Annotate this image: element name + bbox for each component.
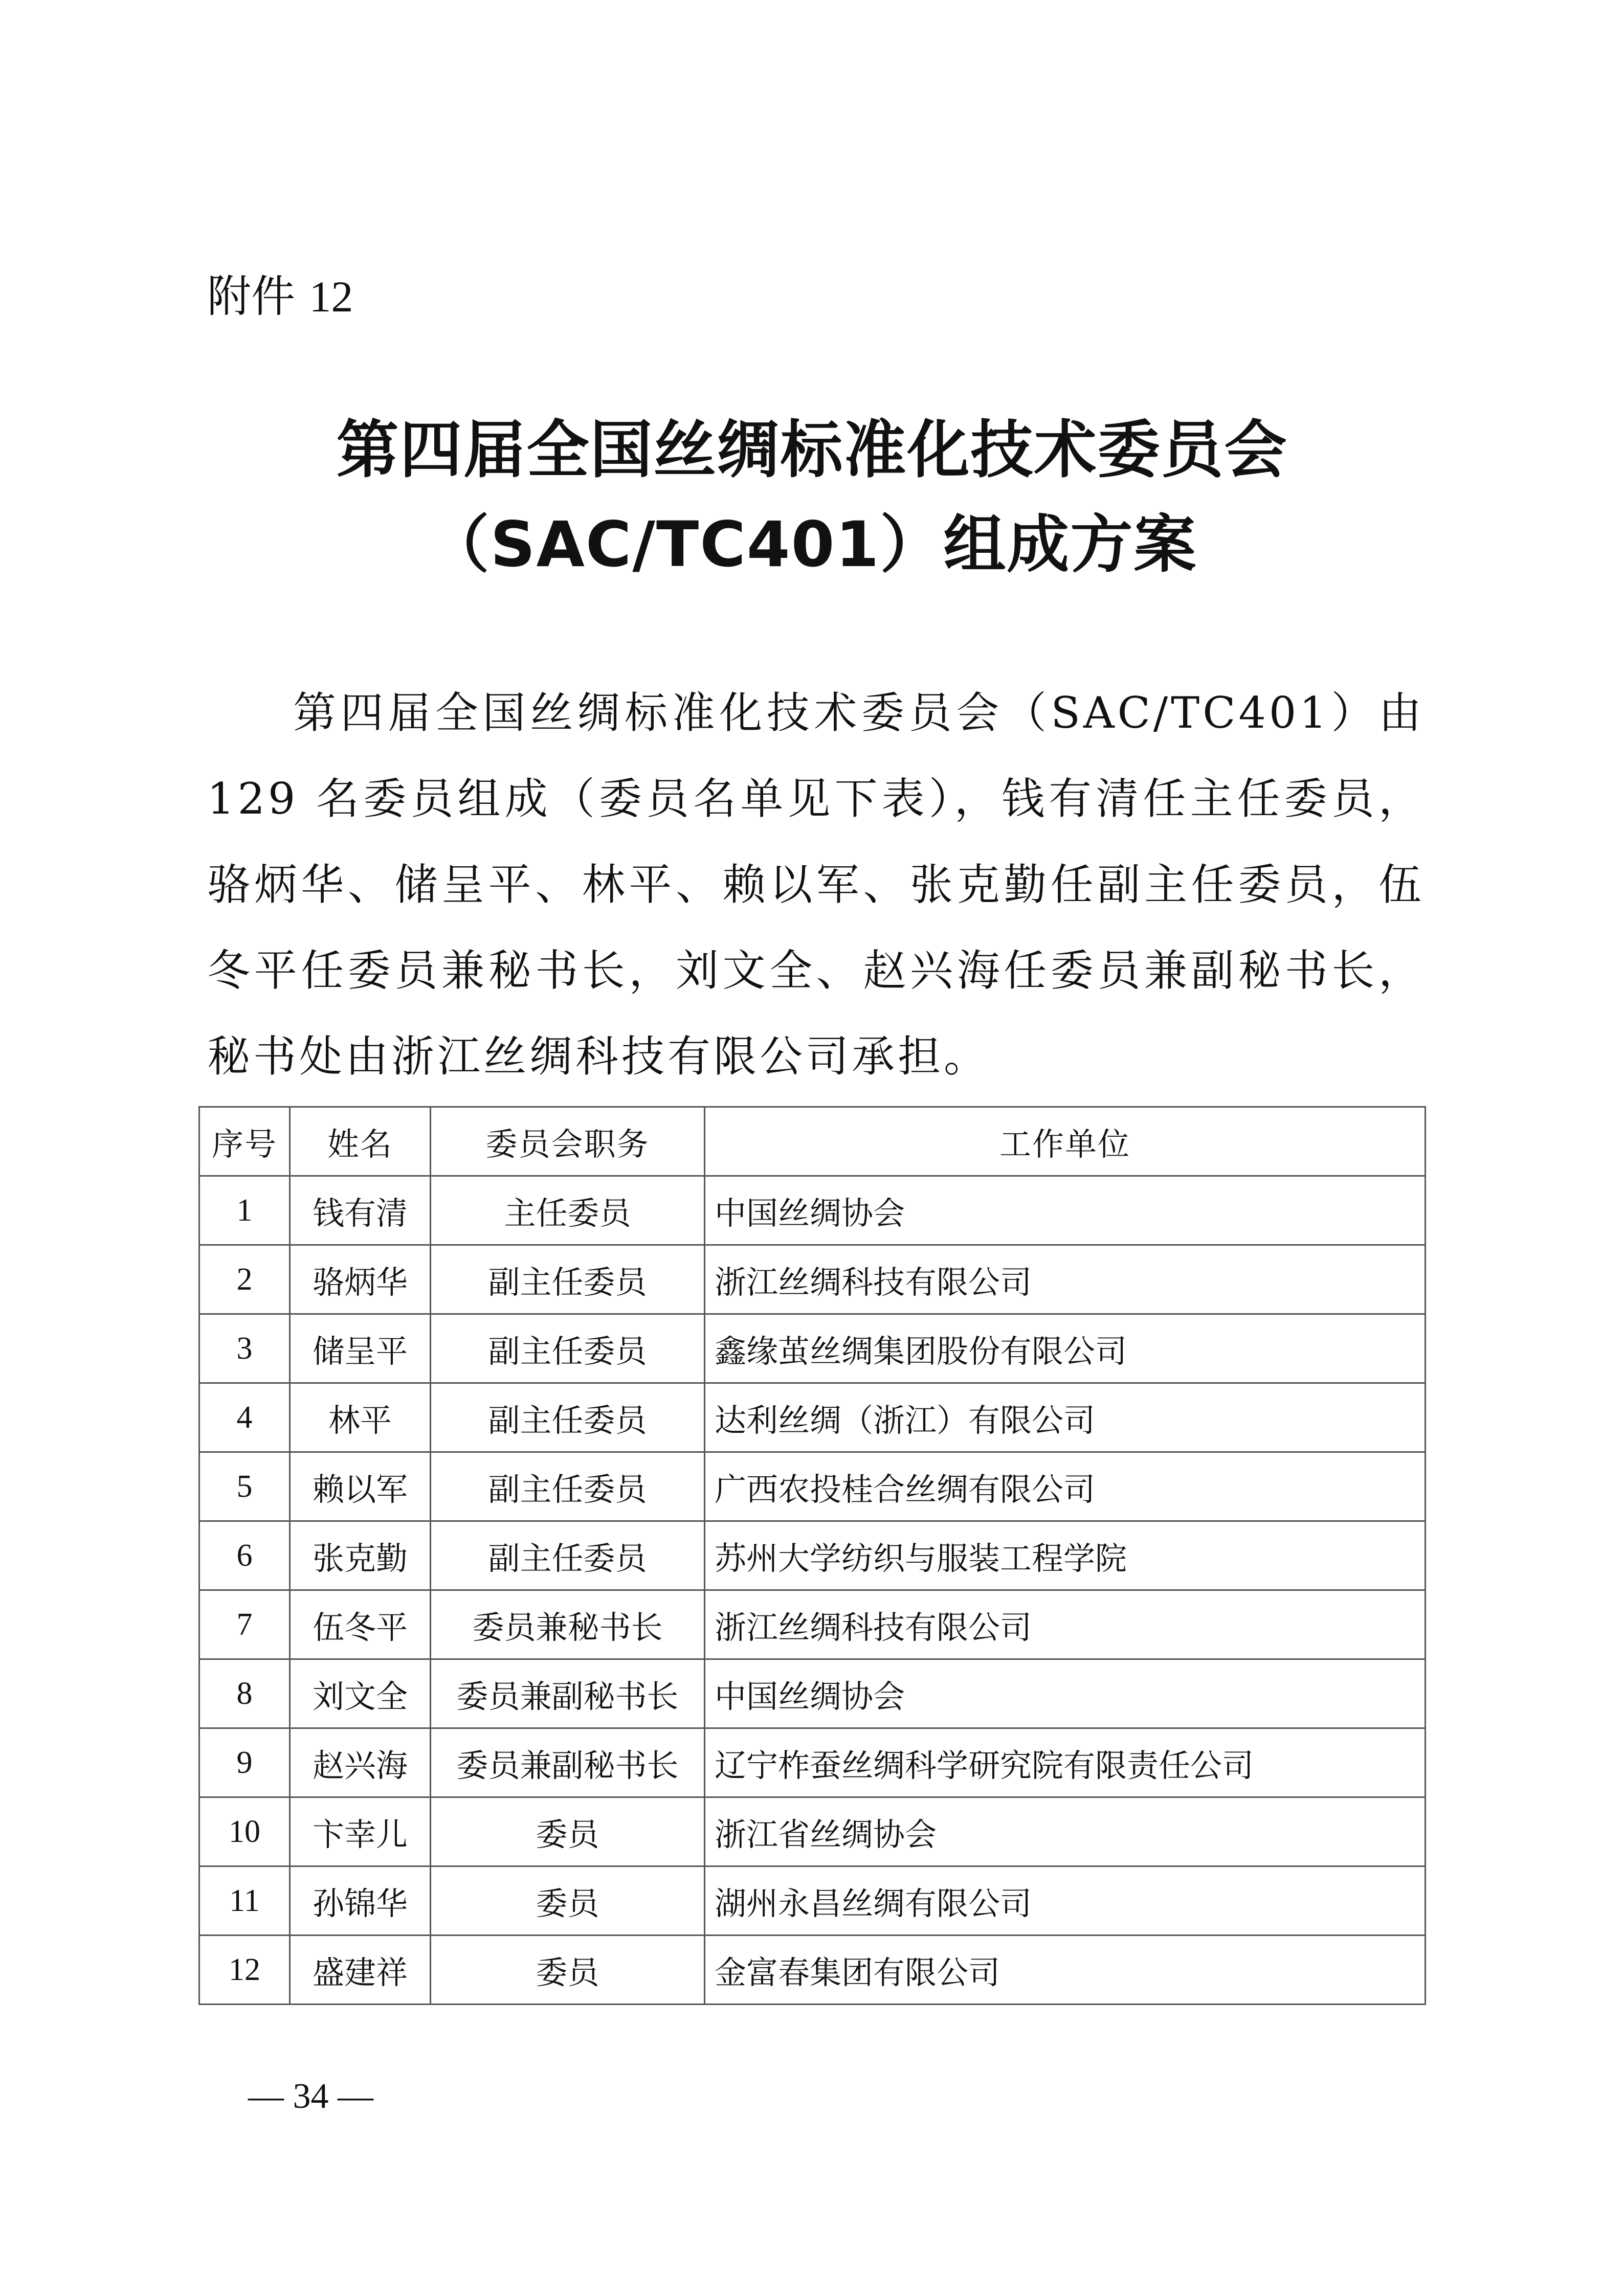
cell-no: 11 xyxy=(199,1866,290,1935)
attachment-label xyxy=(207,266,353,327)
table-row xyxy=(199,1590,1426,1659)
header-role: 委员会职务 xyxy=(431,1107,705,1176)
attachment-word: 附件 xyxy=(207,271,295,322)
cell-unit: 中国丝绸协会 xyxy=(705,1176,1426,1245)
attachment-number: 12 xyxy=(309,272,353,321)
cell-no: 7 xyxy=(199,1590,290,1659)
cell-unit: 苏州大学纺织与服装工程学院 xyxy=(705,1521,1426,1590)
cell-no: 9 xyxy=(199,1728,290,1797)
cell-role: 委员 xyxy=(431,1797,705,1866)
cell-name: 骆炳华 xyxy=(290,1245,431,1314)
table-row xyxy=(199,1728,1426,1797)
cell-name: 钱有清 xyxy=(290,1176,431,1245)
members-table xyxy=(198,1106,1426,2005)
cell-name: 张克勤 xyxy=(290,1521,431,1590)
cell-role: 主任委员 xyxy=(431,1176,705,1245)
cell-no: 6 xyxy=(199,1521,290,1590)
cell-role: 副主任委员 xyxy=(431,1452,705,1521)
table-row xyxy=(199,1383,1426,1452)
header-no: 序号 xyxy=(199,1107,290,1176)
cell-role: 委员 xyxy=(431,1866,705,1935)
cell-no: 8 xyxy=(199,1659,290,1728)
cell-unit: 辽宁柞蚕丝绸科学研究院有限责任公司 xyxy=(705,1728,1426,1797)
table-row xyxy=(199,1452,1426,1521)
cell-no: 1 xyxy=(199,1176,290,1245)
cell-role: 委员兼副秘书长 xyxy=(431,1659,705,1728)
cell-unit: 中国丝绸协会 xyxy=(705,1659,1426,1728)
table-row xyxy=(199,1314,1426,1383)
table-row xyxy=(199,1659,1426,1728)
cell-name: 赖以军 xyxy=(290,1452,431,1521)
cell-role: 副主任委员 xyxy=(431,1245,705,1314)
cell-unit: 浙江丝绸科技有限公司 xyxy=(705,1590,1426,1659)
table-row xyxy=(199,1245,1426,1314)
intro-paragraph: 第四届全国丝绸标准化技术委员会（SAC/TC401）由 129 名委员组成（委员名单见下表），钱有清任主任委员，骆炳华、储呈平、林平、赖以军、张克勤任副主任委员，伍冬平任委员兼秘书长，刘文全、赵兴海任委员兼副秘书长，秘书处由浙江丝绸科技有限公司承担。 xyxy=(207,688,1425,1082)
table-row xyxy=(199,1935,1426,2005)
header-unit: 工作单位 xyxy=(705,1107,1426,1176)
cell-unit: 达利丝绸（浙江）有限公司 xyxy=(705,1383,1426,1452)
document-title-line2: （SAC/TC401）组成方案 xyxy=(427,508,1197,581)
cell-no: 3 xyxy=(199,1314,290,1383)
cell-no: 10 xyxy=(199,1797,290,1866)
page-number: — 34 — xyxy=(248,2077,373,2116)
cell-role: 副主任委员 xyxy=(431,1521,705,1590)
cell-name: 林平 xyxy=(290,1383,431,1452)
table-row xyxy=(199,1521,1426,1590)
cell-no: 4 xyxy=(199,1383,290,1452)
cell-name: 伍冬平 xyxy=(290,1590,431,1659)
table-row xyxy=(199,1866,1426,1935)
cell-role: 委员 xyxy=(431,1935,705,2005)
cell-name: 盛建祥 xyxy=(290,1935,431,2005)
cell-unit: 鑫缘茧丝绸集团股份有限公司 xyxy=(705,1314,1426,1383)
cell-unit: 湖州永昌丝绸有限公司 xyxy=(705,1866,1426,1935)
cell-no: 12 xyxy=(199,1935,290,2005)
cell-role: 委员兼副秘书长 xyxy=(431,1728,705,1797)
cell-name: 赵兴海 xyxy=(290,1728,431,1797)
table-row xyxy=(199,1176,1426,1245)
cell-unit: 浙江丝绸科技有限公司 xyxy=(705,1245,1426,1314)
cell-no: 5 xyxy=(199,1452,290,1521)
header-name: 姓名 xyxy=(290,1107,431,1176)
cell-name: 刘文全 xyxy=(290,1659,431,1728)
cell-unit: 金富春集团有限公司 xyxy=(705,1935,1426,2005)
cell-name: 孙锦华 xyxy=(290,1866,431,1935)
table-row xyxy=(199,1797,1426,1866)
cell-role: 委员兼秘书长 xyxy=(431,1590,705,1659)
cell-role: 副主任委员 xyxy=(431,1383,705,1452)
cell-role: 副主任委员 xyxy=(431,1314,705,1383)
cell-unit: 浙江省丝绸协会 xyxy=(705,1797,1426,1866)
cell-name: 卞幸儿 xyxy=(290,1797,431,1866)
cell-name: 储呈平 xyxy=(290,1314,431,1383)
cell-no: 2 xyxy=(199,1245,290,1314)
table-header-row xyxy=(199,1107,1426,1176)
cell-unit: 广西农投桂合丝绸有限公司 xyxy=(705,1452,1426,1521)
document-title-line1: 第四届全国丝绸标准化技术委员会 xyxy=(336,414,1288,486)
